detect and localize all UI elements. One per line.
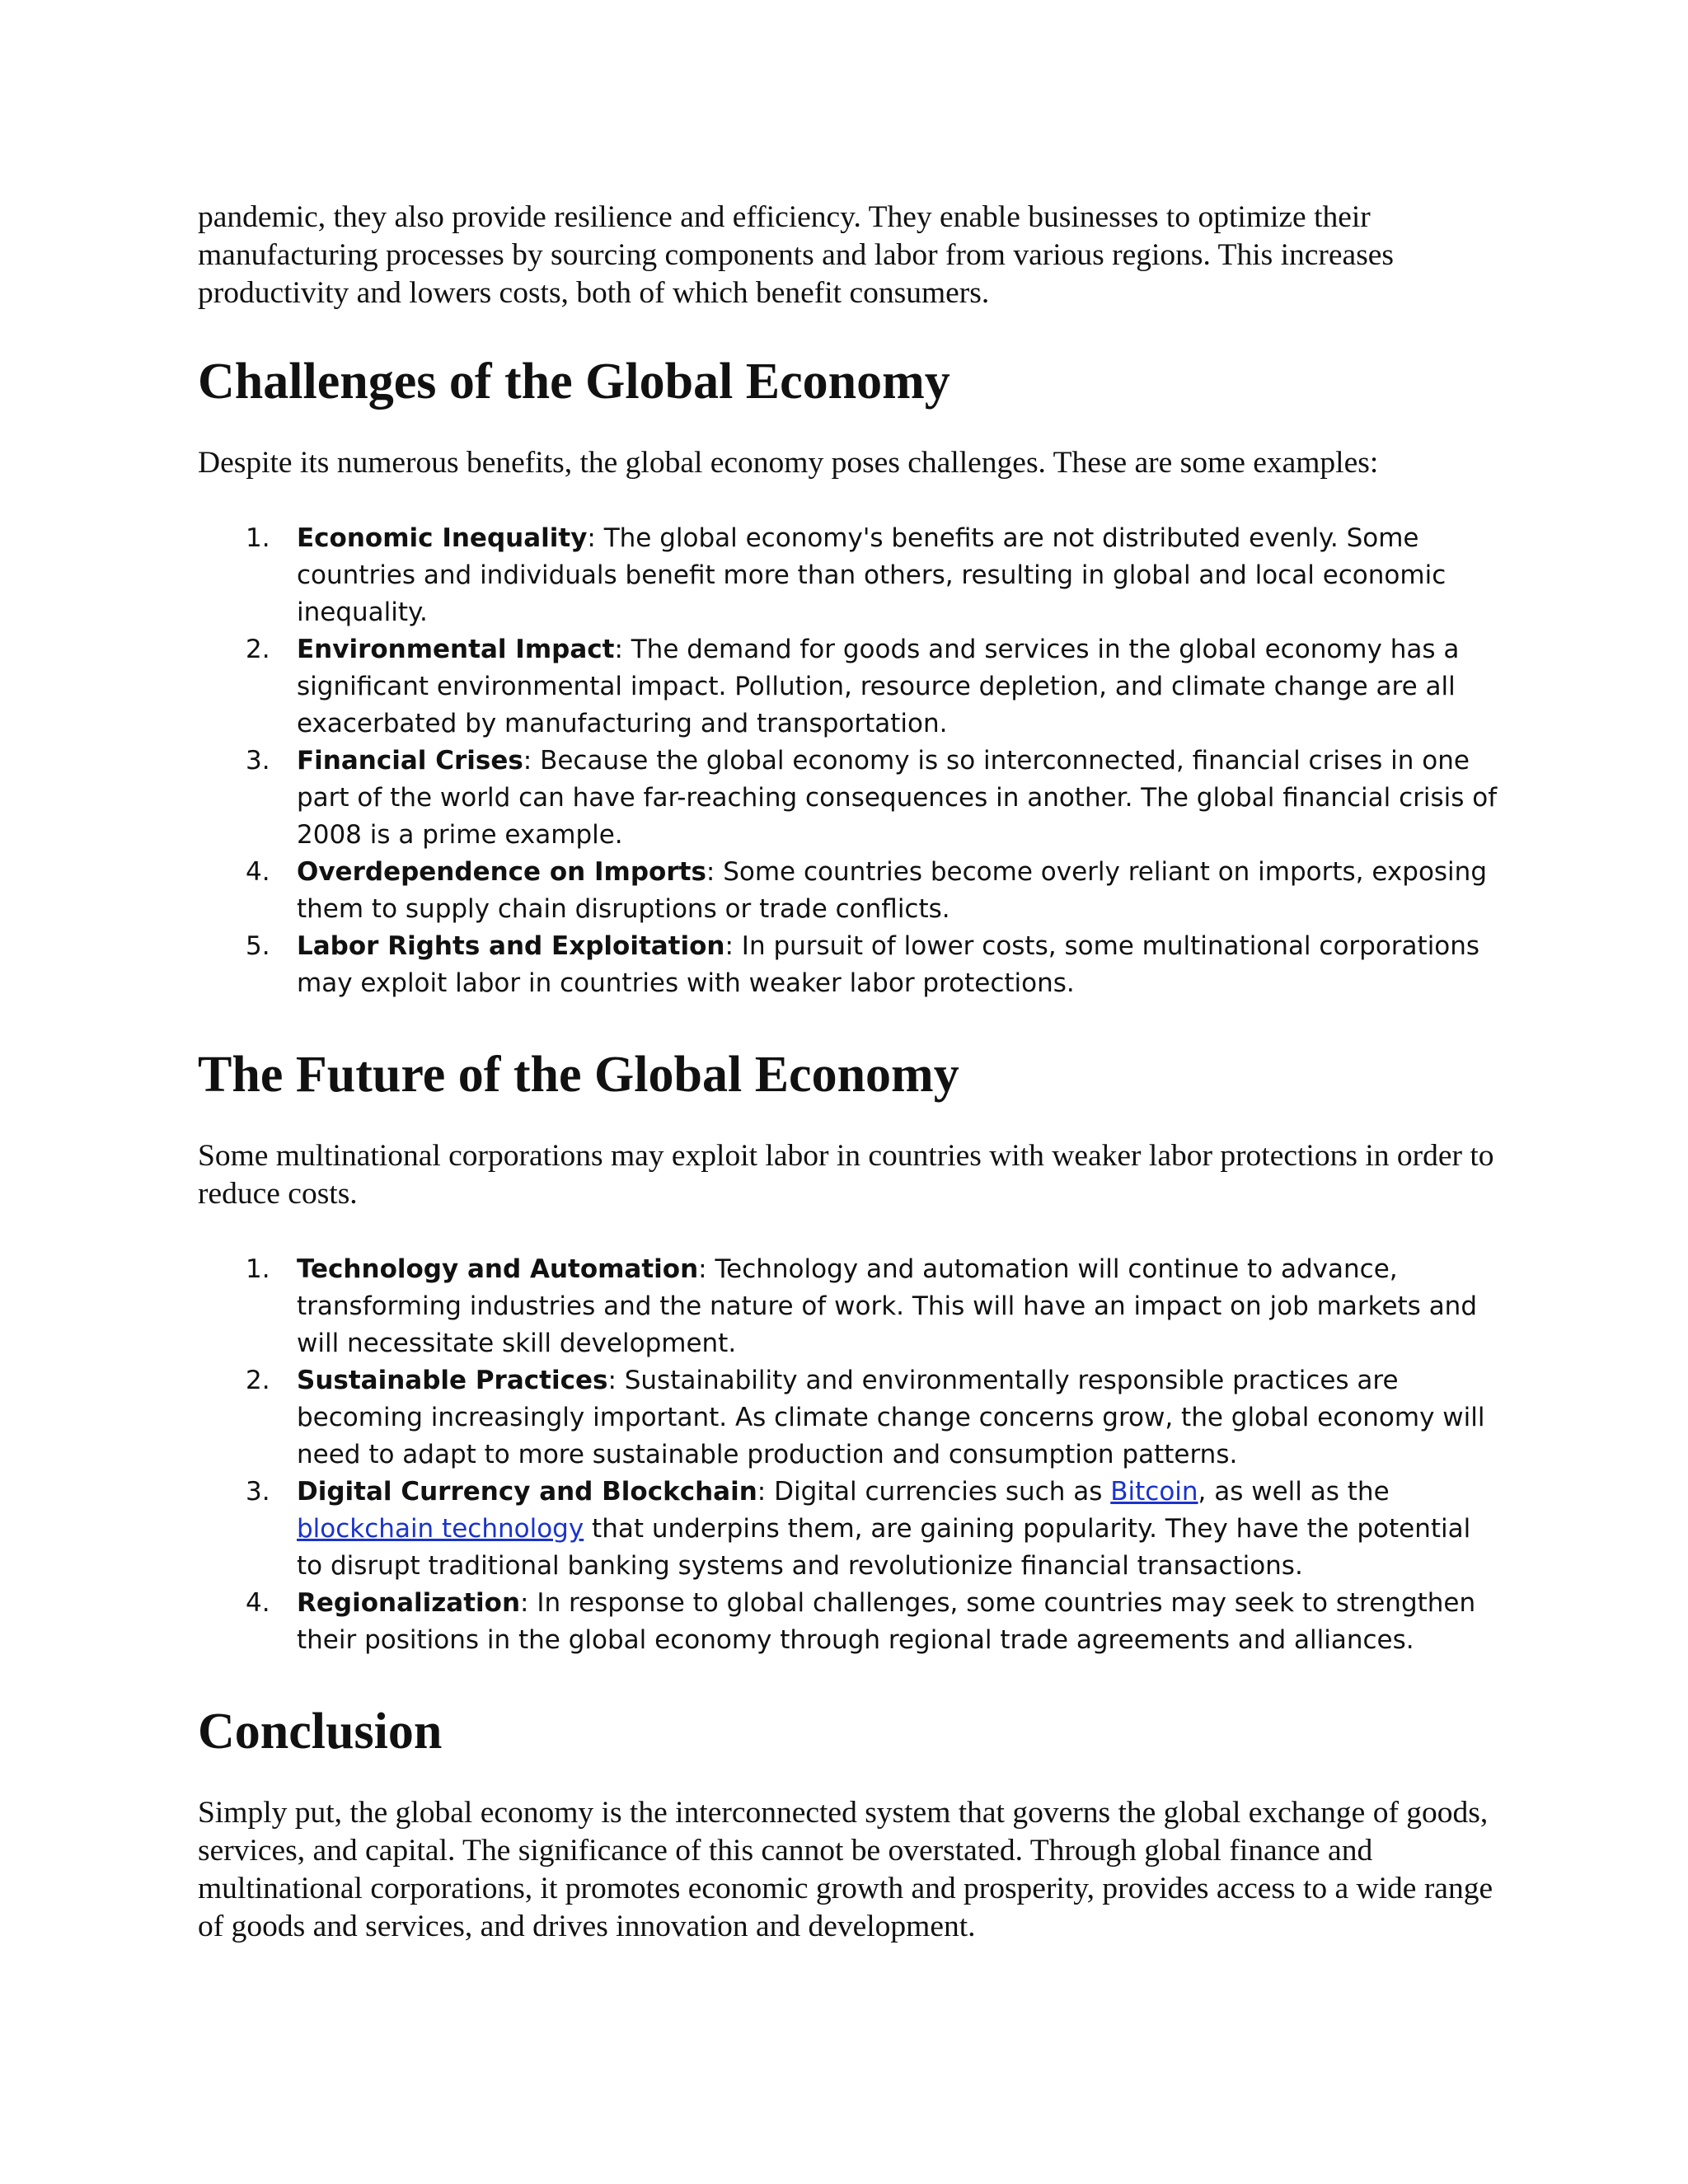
list-number: 5.	[246, 931, 270, 961]
list-text: : Digital currencies such as	[757, 1477, 1111, 1507]
list-term: Environmental Impact	[297, 635, 615, 664]
bitcoin-link[interactable]: Bitcoin	[1110, 1477, 1198, 1507]
intro-paragraph: pandemic, they also provide resilience and efficiency. They enable businesses to optimize their manufacturing processes by sourcing components and labor from various regions. This increases productivity and lowers costs, both of which benefit consumers.	[198, 200, 1395, 310]
document-page	[198, 199, 1500, 1946]
conclusion-heading: Conclusion	[198, 1704, 443, 1760]
list-number: 1.	[246, 1254, 270, 1284]
conclusion-paragraph: Simply put, the global economy is the interconnected system that governs the global exchange of goods, services, and capital. The significance of this cannot be overstated. Through global finance and multinational corporations, it promotes economic growth and prosperity, provides access to a wide range of goods and services, and drives innovation and development.	[198, 1796, 1493, 1943]
list-term: Overdependence on Imports	[297, 857, 706, 887]
list-item	[198, 928, 1500, 1002]
blockchain-technology-link[interactable]: blockchain technology	[297, 1514, 584, 1544]
list-number: 4.	[246, 1588, 270, 1618]
challenges-list	[198, 520, 1500, 1002]
list-number: 2.	[246, 1366, 270, 1395]
challenges-heading: Challenges of the Global Economy	[198, 354, 950, 410]
list-number: 3.	[246, 746, 270, 776]
list-item	[198, 1362, 1500, 1474]
list-term: Digital Currency and Blockchain	[297, 1477, 757, 1507]
list-text: : Sustainability and environmentally responsible practices are becoming increasingly important. As climate change concerns grow, the global economy will need to adapt to more sustainable production and consumption patterns.	[297, 1366, 1485, 1469]
list-number: 3.	[246, 1477, 270, 1507]
list-item	[198, 1585, 1500, 1659]
future-list	[198, 1251, 1500, 1659]
list-term: Economic Inequality	[297, 523, 588, 553]
future-intro: Some multinational corporations may exploit labor in countries with weaker labor protections in order to reduce costs.	[198, 1139, 1494, 1211]
list-item	[198, 1251, 1500, 1362]
list-term: Labor Rights and Exploitation	[297, 931, 725, 961]
list-number: 4.	[246, 857, 270, 887]
list-text: : Technology and automation will continue to advance, transforming industries and the nature of work. This will have an impact on job markets and will necessitate skill development.	[297, 1254, 1478, 1358]
list-text: : Because the global economy is so interconnected, financial crises in one part of the world can have far-reaching consequences in another. The global financial crisis of 2008 is a prime example.	[297, 746, 1498, 850]
list-text: : In pursuit of lower costs, some multinational corporations may exploit labor in countries with weaker labor protections.	[297, 931, 1480, 998]
list-item	[198, 854, 1500, 928]
list-text: that underpins them, are gaining popularity. They have the potential to disrupt traditional banking systems and revolutionize financial transactions.	[297, 1514, 1471, 1581]
list-term: Technology and Automation	[297, 1254, 699, 1284]
list-item	[198, 631, 1500, 743]
list-item	[198, 743, 1500, 854]
list-text: : The demand for goods and services in the global economy has a significant environmental impact. Pollution, resource depletion, and climate change are all exacerbated by manufacturing and transportation.	[297, 635, 1460, 738]
list-text: : Some countries become overly reliant on imports, exposing them to supply chain disruptions or trade conflicts.	[297, 857, 1487, 924]
list-item	[198, 1474, 1500, 1585]
list-text: : In response to global challenges, some countries may seek to strengthen their positions in the global economy through regional trade agreements and alliances.	[297, 1588, 1476, 1655]
list-number: 2.	[246, 635, 270, 664]
list-term: Regionalization	[297, 1588, 521, 1618]
list-number: 1.	[246, 523, 270, 553]
list-text: : The global economy's benefits are not distributed evenly. Some countries and individuals benefit more than others, resulting in global and local economic inequality.	[297, 523, 1447, 627]
list-item	[198, 520, 1500, 631]
list-term: Sustainable Practices	[297, 1366, 608, 1395]
list-text: , as well as the	[1198, 1477, 1390, 1507]
future-heading: The Future of the Global Economy	[198, 1047, 959, 1103]
challenges-intro: Despite its numerous benefits, the global economy poses challenges. These are some examples:	[198, 446, 1379, 480]
list-term: Financial Crises	[297, 746, 523, 776]
